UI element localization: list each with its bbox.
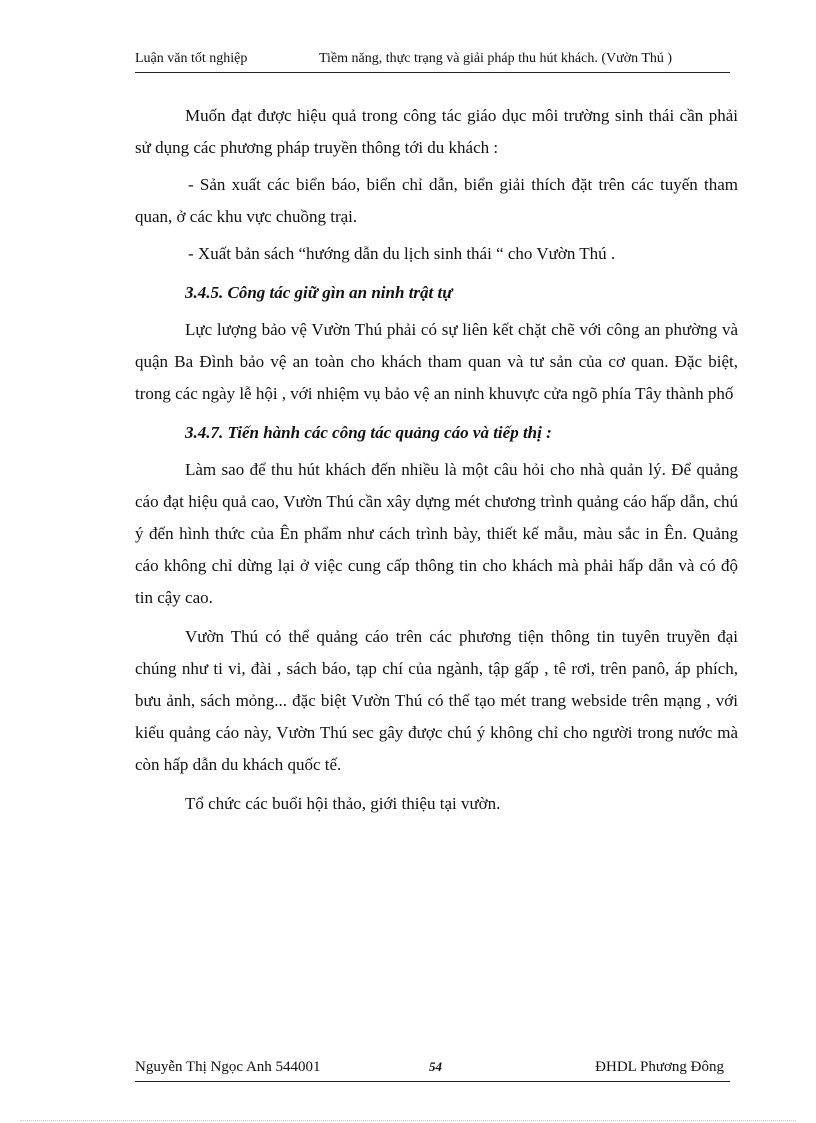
footer-author: Nguyễn Thị Ngọc Anh 544001 [135,1059,321,1075]
list-item-signage: - Sản xuất các biển báo, biển chỉ dẫn, biển giải thích đặt trên các tuyến tham quan, ở các khu vực chuồng trại. [135,175,738,226]
header-divider [135,72,730,73]
document-body [135,100,738,827]
list-item-guidebook: - Xuất bản sách “hướng dẫn du lịch sinh thái “ cho Vườn Thú . [188,244,616,263]
page-footer [135,1058,730,1078]
section-heading-advertising: 3.4.7. Tiến hành các công tác quảng cáo và tiếp thị : [185,423,552,442]
section-heading-security: 3.4.5. Công tác giữ gìn an ninh trật tự [185,283,453,302]
paragraph-advertising-2: Vườn Thú có thể quảng cáo trên các phương tiện thông tin tuyên truyền đại chúng như ti vi, đài , sách báo, tạp chí của ngành, tập gấp , tê rơi, trên panô, áp phích, bưu ảnh, sách mỏng... đặc biệt Vườn Thú có thể tạo mét trang webside trên mạng , với kiểu quảng cáo này, Vườn Thú sec gây được chú ý không chỉ cho người trong nước mà còn hấp dẫn du khách quốc tế. [135,627,738,774]
paragraph-workshops: Tổ chức các buổi hội thảo, giới thiệu tại vườn. [185,794,501,813]
paragraph-security: Lực lượng bảo vệ Vườn Thú phải có sự liên kết chặt chẽ với công an phường và quận Ba Đình bảo vệ an toàn cho khách tham quan và tư sản của cơ quan. Đặc biệt, trong các ngày lễ hội , với nhiệm vụ bảo vệ an ninh khuvực cửa ngõ phía Tây thành phố [135,320,738,403]
footer-divider [135,1081,730,1082]
page-number: 54 [429,1059,442,1074]
header-thesis-title: Tiềm năng, thực trạng và giải pháp thu hút khách. (Vườn Thú ) [319,51,673,66]
page-header [135,50,730,72]
paragraph-intro: Muốn đạt được hiệu quả trong công tác giáo dục môi trường sinh thái cần phải sử dụng các phương pháp truyền thông tới du khách : [135,106,738,157]
header-thesis-label: Luận văn tốt nghiệp [135,51,248,66]
page-bottom-edge [20,1120,796,1121]
footer-school: ĐHDL Phương Đông [595,1059,724,1075]
paragraph-advertising-1: Làm sao để thu hút khách đến nhiều là một câu hỏi cho nhà quản lý. Để quảng cáo đạt hiệu quả cao, Vườn Thú cần xây dựng mét chương trình quảng cáo hấp dẫn, chú ý đến hình thức của Ên phẩm như cách trình bày, thiết kế mẫu, màu sắc in Ên. Quảng cáo không chỉ dừng lại ở việc cung cấp thông tin cho khách mà phải hấp dẫn và có độ tin cậy cao. [135,460,738,607]
